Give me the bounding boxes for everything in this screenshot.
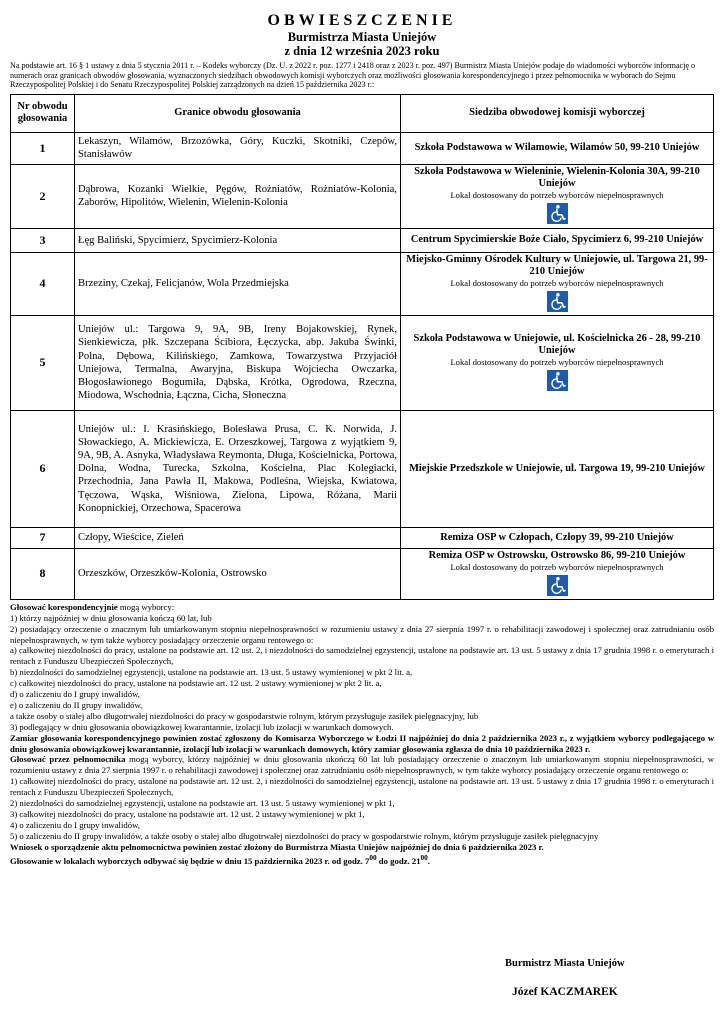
wheelchair-icon [547,370,568,391]
corr-intro: Głosować korespondencyjnie mogą wyborcy: [10,601,175,612]
commission-seat [401,132,714,164]
commission-seat [401,228,714,252]
corr-item-2: 2) posiadający orzeczenie o znacznym lub umiarkowanym stopniu niepełnosprawności w rozumieniu ustawy z dnia 27 sierpnia 1997 r. o rehabilitacji zawodowej i społecznej oraz zatrudnianiu osób niepełnosprawnych, w tym także wyborcy posiadający orzeczenie organu rentowego o: [10,623,714,645]
corr-item-1: 1) którzy najpóźniej w dniu głosowania kończą 60 lat, lub [10,612,212,623]
accessibility-note: Lokal dostosowany do potrzeb wyborców niepełnosprawnych [450,190,664,201]
document-title: OBWIESZCZENIE [267,12,457,29]
issue-date: z dnia 12 września 2023 roku [284,44,440,58]
table-row [11,252,714,315]
signature-name: Józef KACZMAREK [512,986,618,998]
table-row [11,164,714,228]
wheelchair-icon [547,575,568,596]
corr-item-a: a) całkowitej niezdolności do pracy, ustalone na podstawie art. 12 ust. 2, i niezdolności do samodzielnej egzystencji, ustalone na podstawie art. 13 ust. 5 ustawy z dnia 17 grudnia 1998 r. o emeryturach i rentach z Funduszu Ubezpieczeń Społecznych, [10,645,714,667]
accessibility-note: Lokal dostosowany do potrzeb wyborców niepełnosprawnych [450,356,664,367]
district-number: 6 [11,410,75,527]
commission-seat-name: Szkoła Podstawowa w Wilamowie, Wilamów 50, 99-210 Uniejów [414,142,700,154]
proxy-intro: Głosować przez pełnomocnika mogą wyborcy, którzy najpóźniej w dniu głosowania ukończą 60 lat lub posiadający orzeczenie o znacznym lub umiarkowanym stopniu niepełnosprawności, w rozumieniu ustawy z dnia 27 sierpnia 1997 r. o rehabilitacji zawodowej i społecznej oraz zatrudnianiu osób niepełnosprawnych, w tym także wyborcy posiadający orzeczenie organu rentowego o: [10,754,714,776]
commission-seat-name: Szkoła Podstawowa w Wieleninie, Wielenin-Kolonia 30A, 99-210 Uniejów [414,166,700,190]
commission-seat [401,252,714,315]
wheelchair-icon [547,203,568,224]
proxy-item-5: 5) o zaliczeniu do II grupy inwalidów, a także osoby o stałej albo długotrwałej niezdolności do pracy w gospodarstwie rolnym, którym przysługuje zasiłek pielęgnacyjny [10,830,599,841]
proxy-item-3: 3) całkowitej niezdolności do pracy, ustalone na podstawie art. 12 ust. 2 ustawy wymienionej w pkt 1, [10,809,365,819]
proxy-deadline: Wniosek o sporządzenie aktu pełnomocnictwa powinien zostać złożony do Burmistrza Miasta Uniejów najpóźniej do dnia 6 października 2023 r. [10,841,544,852]
district-area: Łęg Baliński, Spycimierz, Spycimierz-Kolonia [75,228,401,252]
district-area: Lekaszyn, Wilamów, Brzozówka, Góry, Kuczki, Skotniki, Czepów, Stanisławów [75,132,401,164]
header-district-number: Nr obwodu głosowania [11,94,75,132]
commission-seat-name: Centrum Spycimierskie Boże Ciało, Spycimierz 6, 99-210 Uniejów [410,234,704,246]
table-row [11,527,714,548]
district-area: Dąbrowa, Kozanki Wielkie, Pęgów, Rożniatów, Rożniatów-Kolonia, Zaborów, Hipolitów, Wielenin, Wielenin-Kolonia [75,164,401,228]
commission-seat-name: Miejsko-Gminny Ośrodek Kultury w Uniejowie, ul. Targowa 21, 99-210 Uniejów [406,253,708,277]
districts-table [10,94,714,600]
header-commission-seat: Siedziba obwodowej komisji wyborczej [401,94,714,132]
commission-seat [401,527,714,548]
commission-seat-name: Remiza OSP w Ostrowsku, Ostrowsko 86, 99-210 Uniejów [428,549,686,561]
table-row [11,410,714,527]
header-district-area: Granice obwodu głosowania [75,94,401,132]
district-area: Brzeziny, Czekaj, Felicjanów, Wola Przedmiejska [75,252,401,315]
accessibility-note: Lokal dostosowany do potrzeb wyborców niepełnosprawnych [450,277,664,288]
table-row [11,132,714,164]
proxy-item-1: 1) całkowitej niezdolności do pracy, ustalone na podstawie art. 12 ust. 2, i niezdolności do samodzielnej egzystencji, ustalone na podstawie art. 13 ust. 5 ustawy z dnia 17 grudnia 1998 r. o emeryturach i rentach z Funduszu Ubezpieczeń Społecznych, [10,776,714,798]
commission-seat [401,315,714,410]
commission-seat [401,548,714,599]
proxy-item-4: 4) o zaliczeniu do I grupy inwalidów, [10,819,140,830]
corr-deadline: Zamiar głosowania korespondencyjnego powinien zostać zgłoszony do Komisarza Wyborczego w Łodzi II najpóźniej do dnia 2 października 2023 r., z wyjątkiem wyborcy podlegającego w dniu głosowania obowiązkowej kwarantannie, izolacji lub izolacji w warunkach domowych, który zamiar głosowania zgłasza do dnia 10 października 2023 r. [10,732,714,754]
wheelchair-icon [547,291,568,312]
corr-item-f: a także osoby o stałej albo długotrwałej niezdolności do pracy w gospodarstwie rolnym, którym przysługuje zasiłek pielęgnacyjny, lub [10,710,479,721]
district-number: 5 [11,315,75,410]
commission-seat-name: Miejskie Przedszkole w Uniejowie, ul. Targowa 19, 99-210 Uniejów [409,462,705,474]
corr-item-e: e) o zaliczeniu do II grupy inwalidów, [10,699,143,710]
issuer: Burmistrza Miasta Uniejów [287,30,437,44]
commission-seat-name: Szkoła Podstawowa w Uniejowie, ul. Kościelnicka 26 - 28, 99-210 Uniejów [413,332,701,356]
district-number: 3 [11,228,75,252]
district-area: Człopy, Wieścice, Zieleń [75,527,401,548]
document-header [0,0,724,90]
district-number: 7 [11,527,75,548]
table-row [11,548,714,599]
district-area: Uniejów ul.: Targowa 9, 9A, 9B, Ireny Bojakowskiej, Rynek, Sienkiewicza, płk. Szczepana Ścibiora, Łęczycka, abp. Jakuba Świnki, Polna, Dębowa, Kilińskiego, Zamkowa, Towarzystwa Przyjaciół Uniejowa, Termalna, Awaryjna, Biskupa Wojciecha Owczarka, Błogosławionego Bogumiła, Dąbska, Krótka, Ogrodowa, Rzeczna, Miodowa, Wschodnia, Łączna, Cicha, Słoneczna [75,315,401,410]
district-number: 1 [11,132,75,164]
accessibility-note: Lokal dostosowany do potrzeb wyborców niepełnosprawnych [450,561,664,572]
commission-seat [401,164,714,228]
commission-seat [401,410,714,527]
voting-hours: Głosowanie w lokalach wyborczych odbywać się będzie w dniu 15 października 2023 r. od godz. $7^{00}$ do godz. $21^{00}$. [10,853,430,866]
district-number: 4 [11,252,75,315]
proxy-item-2: 2) niezdolności do samodzielnej egzystencji, ustalone na podstawie art. 13 ust. 5 ustawy wymienionej w pkt 1, [10,798,395,809]
district-number: 2 [11,164,75,228]
signature-role: Burmistrz Miasta Uniejów [505,958,625,969]
corr-item-c: c) całkowitej niezdolności do pracy, ustalone na podstawie art. 12 ust. 2 ustawy wymienionej w pkt 2 lit. a, [10,678,382,689]
district-number: 8 [11,548,75,599]
table-row [11,228,714,252]
notes-section [10,602,714,867]
corr-item-3: 3) podlegający w dniu głosowania obowiązkowej kwarantannie, izolacji lub izolacji w warunkach domowych. [10,721,394,732]
corr-item-d: d) o zaliczeniu do I grupy inwalidów, [10,689,140,700]
table-row [11,315,714,410]
district-area: Orzeszków, Orzeszków-Kolonia, Ostrowsko [75,548,401,599]
commission-seat-name: Remiza OSP w Człopach, Człopy 39, 99-210 Uniejów [440,531,674,543]
corr-item-b: b) niezdolności do samodzielnej egzystencji, ustalone na podstawie art. 13 ust. 5 ustawy wymienionej w pkt 2 lit. a, [10,667,413,678]
intro-paragraph: Na podstawie art. 16 § 1 ustawy z dnia 5 stycznia 2011 r. – Kodeks wyborczy (Dz. U. z 2022 r. poz. 1277 i 2418 oraz z 2023 r. poz. 497) Burmistrz Miasta Uniejów podaje do wiadomości wyborców informację o numerach oraz granicach obwodów głosowania, wyznaczonych siedzibach obwodowych komisji wyborczych oraz możliwości głosowania korespondencyjnego i przez pełnomocnika w wyborach do Sejmu Rzeczypospolitej Polskiej i do Senatu Rzeczypospolitej Polskiej zarządzonych na dzień 15 października 2023 r.: [10,61,696,90]
district-area: Uniejów ul.: I. Krasińskiego, Bolesława Prusa, C. K. Norwida, J. Słowackiego, A. Mickiewicza, E. Orzeszkowej, Targowa z wyjątkiem 9, 9A, 9B, A. Asnyka, Władysława Reymonta, Długa, Kościelnicka, Portowa, Dolna, Wodna, Turecka, Szkolna, Kościelna, Plac Kolegiacki, Przechodnia, Jana Pawła II, Makowa, Podleśna, Wiejska, Kwiatowa, Tęczowa, Wąska, Wiśniowa, Zielona, Lipowa, Różana, Marii Konopnickiej, Orzechowa, Spacerowa [75,410,401,527]
